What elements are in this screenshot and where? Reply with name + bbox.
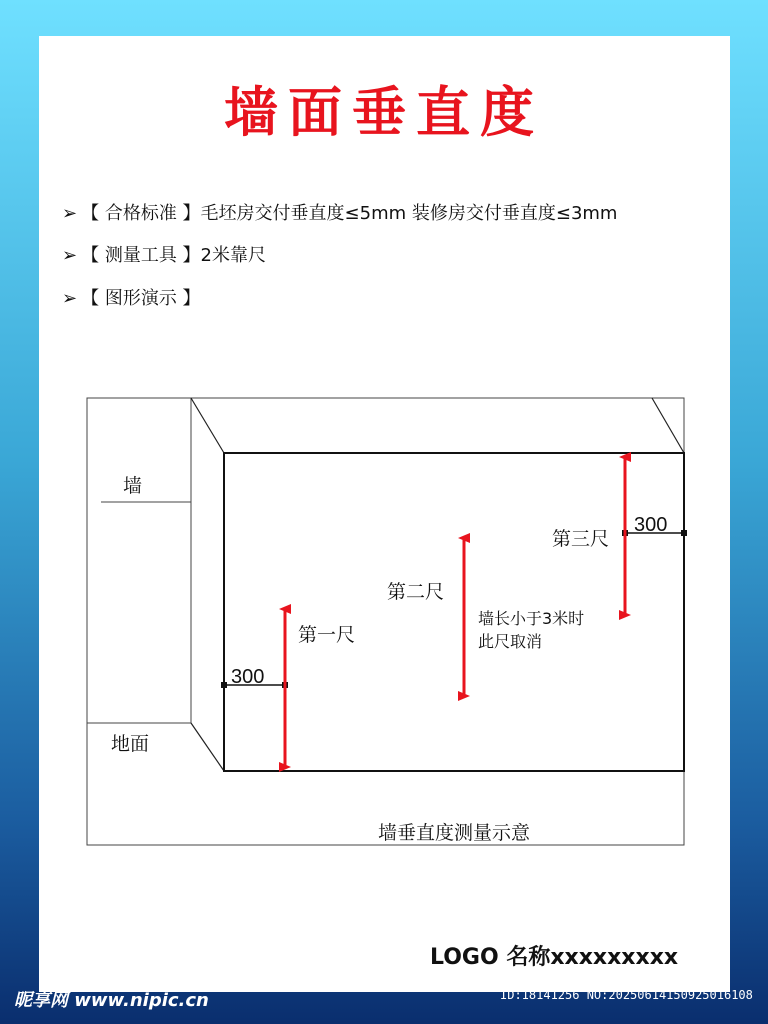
arrow-bullet-icon: ➢ — [62, 288, 78, 309]
perspective-top-right — [652, 398, 684, 453]
wall-face — [224, 453, 684, 771]
dimension-label-1: 300 — [231, 666, 265, 688]
wall-label: 墙 — [123, 475, 143, 497]
ruler1-label: 第一尺 — [298, 624, 356, 646]
watermark-id: ID:18141256 NO:20250614150925016108 — [500, 988, 753, 1002]
wall-side-panel — [87, 398, 191, 723]
watermark-site: 昵享网 www.nipic.cn — [14, 990, 209, 1011]
ground-label: 地面 — [111, 733, 150, 755]
dimension-label-3: 300 — [634, 514, 668, 536]
perspective-top-left — [191, 398, 224, 453]
logo-name-text: LOGO 名称xxxxxxxxx — [430, 945, 679, 970]
arrow-bullet-icon: ➢ — [62, 203, 78, 224]
ruler2-label: 第二尺 — [387, 581, 445, 603]
dimension-marker — [221, 682, 227, 688]
ruler3-label: 第三尺 — [552, 528, 610, 550]
outer-frame — [87, 398, 684, 845]
page-title: 墙面垂直度 — [224, 81, 544, 144]
perspective-bottom-left — [191, 723, 224, 771]
diagram-caption: 墙垂直度测量示意 — [378, 822, 531, 844]
note-line-2: 此尺取消 — [478, 632, 543, 651]
bullet-tool-text: 【 测量工具 】2米靠尺 — [81, 245, 266, 266]
note-line-1: 墙长小于3米时 — [478, 609, 585, 628]
bullet-demo-text: 【 图形演示 】 — [81, 288, 201, 309]
dimension-marker — [681, 530, 687, 536]
bullet-standard-text: 【 合格标准 】毛坯房交付垂直度≤5mm 装修房交付垂直度≤3mm — [81, 203, 618, 224]
arrow-bullet-icon: ➢ — [62, 245, 78, 266]
